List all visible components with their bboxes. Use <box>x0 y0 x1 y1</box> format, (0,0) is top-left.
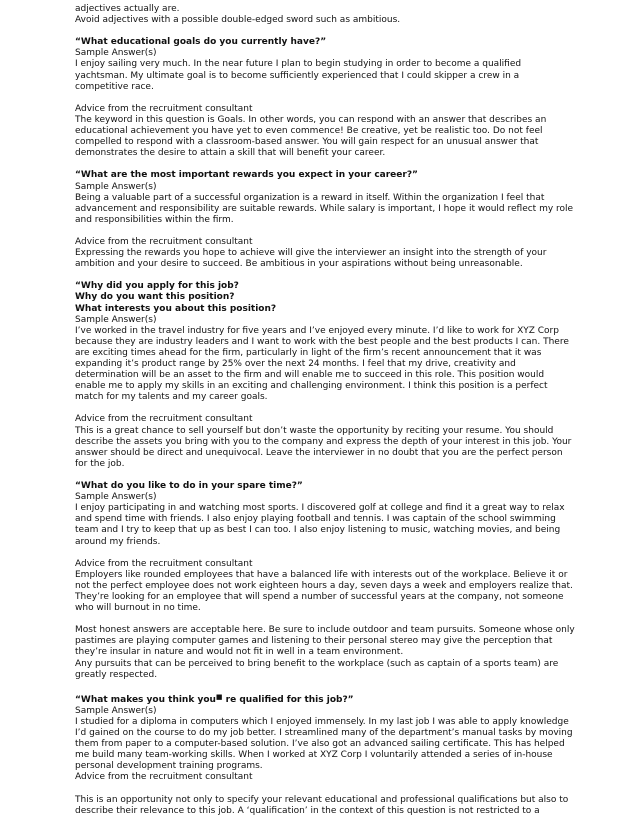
advice-text: Employers like rounded employees that have a balanced life with interests out of the workplace. Believe it or not the perfect employee does not work eighteen hours a day, seven days a week and employers realize that. They’re looking for an employee that will spend a number of successful years at the company, not someone who will burnout in no time. <box>75 569 573 614</box>
advice-text: Most honest answers are acceptable here. Be sure to include outdoor and team pursuits. Someone whose only pastimes are playing computer games and listening to their personal stereo may give the perception that they’re insular in nature and would not fit in well in a team environment. <box>75 625 575 658</box>
advice-label: Advice from the recruitment consultant <box>75 772 253 783</box>
qa-section <box>75 37 575 159</box>
sample-answer-label: Sample Answer(s) <box>75 705 157 716</box>
question-heading: Why do you want this position? <box>75 292 235 303</box>
question-text: “What makes you think you <box>75 694 216 705</box>
sample-answer-text: I’ve worked in the travel industry for five years and I’ve enjoyed every minute. I’d like to work for XYZ Corp because they are industry leaders and I want to work with the best people and the best products I can. There are exciting times ahead for the firm, particularly in light of the firm’s recent announcement that it was expanding it’s product range by 25% over the next 24 months. I feel that my drive, creativity and determination will be an asset to the firm and will enable me to succeed in this role. This position would enable me to apply my skills in an exciting and challenging environment. I think this position is a perfect match for my talents and my career goals. <box>75 325 569 403</box>
question-heading <box>75 692 575 706</box>
question-heading: “What educational goals do you currently have?” <box>75 37 327 48</box>
advice-label: Advice from the recruitment consultant <box>75 558 253 569</box>
advice-label: Advice from the recruitment consultant <box>75 103 253 114</box>
question-text: re qualified for this job?” <box>222 694 354 705</box>
advice-label: Advice from the recruitment consultant <box>75 414 253 425</box>
question-heading: “What are the most important rewards you expect in your career?” <box>75 170 418 181</box>
question-heading: “Why did you apply for this job? <box>75 281 239 292</box>
question-heading: What interests you about this position? <box>75 303 277 314</box>
qa-section <box>75 170 575 270</box>
qa-section <box>75 692 575 817</box>
sample-answer-label: Sample Answer(s) <box>75 314 157 325</box>
question-heading: “What do you like to do in your spare time?” <box>75 481 303 492</box>
sample-answer-text: I enjoy participating in and watching most sports. I discovered golf at college and find it a great way to relax and spend time with friends. I also enjoy playing football and tennis. I was captain of the school swimming team and I try to keep that up as best I can too. I also enjoy listening to music, watching movies, and being around my friends. <box>75 503 565 547</box>
sample-answer-text: I enjoy sailing very much. In the near future I plan to begin studying in order to become a qualified yachtsman. My ultimate goal is to become sufficiently experienced that I could skipper a crew in a competitive race. <box>75 59 522 92</box>
advice-text: The keyword in this question is Goals. In other words, you can respond with an answer that describes an educational achievement you have yet to even commence! Be creative, yet be realistic too. Do not feel compelled to respond with a classroom-based answer. You will gain respect for an unusual answer that demonstrates the desire to attain a skill that will benefit your career. <box>75 114 547 159</box>
intro-line: adjectives actually are. <box>75 4 180 14</box>
sample-answer-label: Sample Answer(s) <box>75 181 157 192</box>
sample-answer-label: Sample Answer(s) <box>75 492 157 503</box>
qa-section <box>75 481 575 681</box>
sample-answer-label: Sample Answer(s) <box>75 48 157 59</box>
advice-text: This is a great chance to sell yourself but don’t waste the opportunity by reciting your resume. You should describe the assets you bring with you to the company and express the depth of your interest in this job. Your answer should be direct and unequivocal. Leave the interviewer in no doubt that you are the perfect person for the job. <box>75 425 572 469</box>
document-page <box>75 4 575 817</box>
advice-text: This is an opportunity not only to specify your relevant educational and professional qualifications but also to describe their relevance to this job. A ‘qualification’ in the context of this question is not restricted to a <box>75 794 569 816</box>
qa-section <box>75 281 575 470</box>
intro-line: Avoid adjectives with a possible double-edged sword such as ambitious. <box>75 15 401 26</box>
advice-text: Expressing the rewards you hope to achieve will give the interviewer an insight into the strength of your ambition and your desire to succeed. Be ambitious in your aspirations without being unreasonable. <box>75 248 547 270</box>
intro-block <box>75 4 575 26</box>
sample-answer-text: I studied for a diploma in computers which I enjoyed immensely. In my last job I was able to apply knowledge I’d gained on the course to do my job better. I streamlined many of the department’s manual tasks by moving them from paper to a computer-based solution. I’ve also got an advanced sailing certificate. This has helped me build many team-working skills. When I worked at XYZ Corp I voluntarily attended a series of in-house personal development training programs. <box>75 717 573 772</box>
advice-text: Any pursuits that can be perceived to bring benefit to the workplace (such as captain of a sports team) are greatly respected. <box>75 658 559 680</box>
advice-label: Advice from the recruitment consultant <box>75 236 253 247</box>
apostrophe-glyph: ■ <box>215 692 223 701</box>
sample-answer-text: Being a valuable part of a successful organization is a reward in itself. Within the organization I feel that advancement and responsibility are suitable rewards. While salary is important, I hope it would reflect my role and responsibilities within the firm. <box>75 192 574 225</box>
